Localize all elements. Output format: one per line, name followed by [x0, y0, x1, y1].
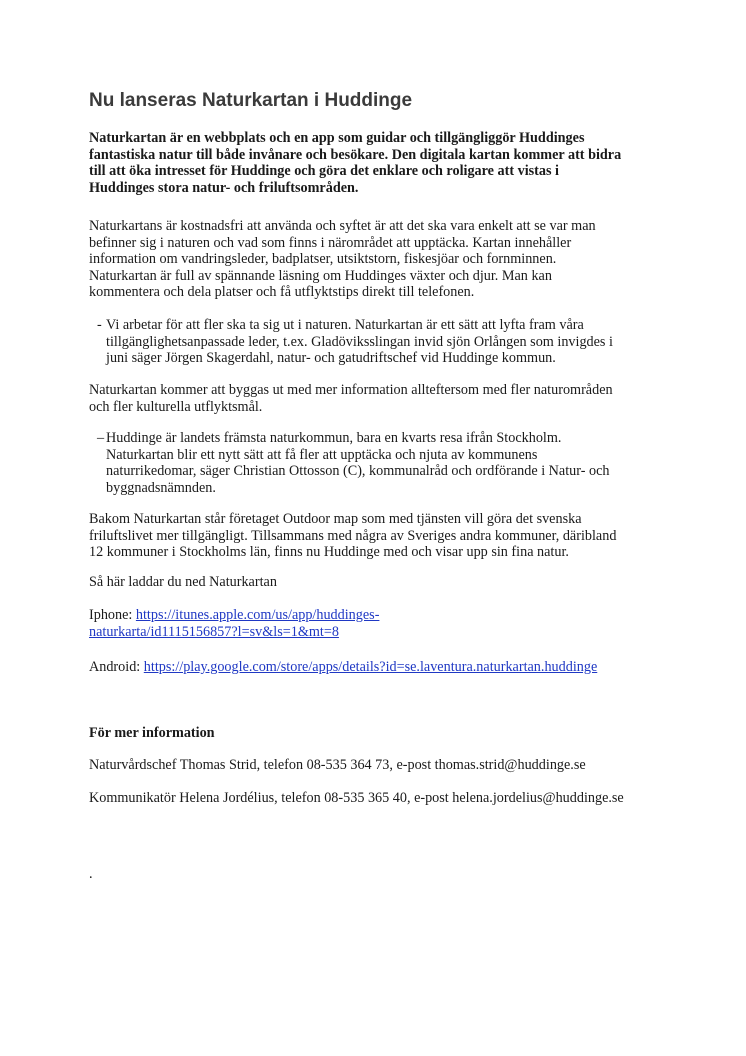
more-info-heading: För mer information	[89, 725, 215, 741]
android-label: Android:	[89, 659, 144, 675]
quote-dash: –	[97, 430, 105, 446]
iphone-line	[89, 607, 664, 624]
body-line: befinner sig i naturen och vad som finns i närområdet att upptäcka. Kartan innehåller	[89, 234, 572, 251]
quote-text	[106, 317, 666, 367]
quote-line: Naturkartan blir ett nytt sätt att få fler att upptäcka och njuta av kommunens	[106, 446, 538, 463]
quote-line: Vi arbetar för att fler ska ta sig ut i naturen. Naturkartan är ett sätt att lyfta fram våra	[106, 317, 584, 333]
contact-helena: Kommunikatör Helena Jordélius, telefon 08-535 365 40, e-post helena.jordelius@huddinge.se	[89, 790, 624, 806]
android-download	[89, 659, 664, 676]
android-link[interactable]: https://play.google.com/store/apps/details?id=se.laventura.naturkartan.huddinge	[143, 659, 598, 675]
iphone-link-continued[interactable]: naturkarta/id1115156857?l=sv&ls=1&mt=8	[89, 623, 339, 640]
quote-line: juni säger Jörgen Skagerdahl, natur- och gatudriftschef vid Huddinge kommun.	[106, 350, 556, 366]
lead-line: Huddinges stora natur- och friluftsområden.	[89, 179, 359, 196]
body-line: Naturkartan kommer att byggas ut med mer information allteftersom med fler naturområden	[89, 382, 613, 398]
quote-1	[97, 317, 667, 369]
quote-line: byggnadsnämnden.	[106, 479, 216, 496]
body-line: 12 kommuner i Stockholms län, finns nu Huddinge med och visar upp sin fina natur.	[89, 544, 569, 560]
lead-line: Naturkartan är en webbplats och en app som guidar och tillgängliggör Huddinges	[89, 130, 585, 146]
quote-line: naturrikedomar, säger Christian Ottosson (C), kommunalråd och ordförande i Natur- och	[106, 463, 610, 479]
trailing-dot: .	[89, 866, 93, 882]
iphone-label: Iphone:	[89, 607, 136, 623]
body-line: Naturkartans är kostnadsfri att använda och syftet är att det ska vara enkelt att se var man	[89, 218, 596, 234]
body-line: information om vandringsleder, badplatser, utsiktstorn, fiskesjöar och fornminnen.	[89, 251, 557, 267]
body-paragraph-2	[89, 382, 664, 415]
body-paragraph-3	[89, 511, 664, 561]
android-line	[89, 659, 664, 676]
iphone-link[interactable]: https://itunes.apple.com/us/app/huddinges-	[135, 607, 380, 623]
body-line: friluftslivet mer tillgängligt. Tillsammans med några av Sveriges andra kommuner, däribland	[89, 527, 617, 544]
lead-line: fantastiska natur till både invånare och besökare. Den digitala kartan kommer att bidra	[89, 146, 622, 163]
body-line: Bakom Naturkartan står företaget Outdoor map som med tjänsten vill göra det svenska	[89, 511, 582, 527]
quote-dash: -	[97, 317, 102, 333]
body-line: och fler kulturella utflyktsmål.	[89, 398, 263, 415]
download-heading: Så här laddar du ned Naturkartan	[89, 574, 277, 590]
quote-line: Huddinge är landets främsta naturkommun, bara en kvarts resa ifrån Stockholm.	[106, 430, 562, 446]
lead-line: till att öka intresset för Huddinge och göra det enklare och roligare att vistas i	[89, 163, 560, 179]
body-paragraph-1	[89, 218, 664, 301]
quote-text	[106, 430, 666, 496]
quote-2	[97, 430, 667, 500]
body-line: kommentera och dela platser och få utflyktstips direkt till telefonen.	[89, 284, 475, 300]
lead-paragraph	[89, 130, 664, 196]
iphone-download	[89, 607, 664, 640]
iphone-line	[89, 624, 664, 641]
quote-line: tillgänglighetsanpassade leder, t.ex. Gladöviksslingan invid sjön Orlången som invigdes i	[106, 333, 613, 350]
page-title: Nu lanseras Naturkartan i Huddinge	[89, 90, 413, 111]
contact-thomas: Naturvårdschef Thomas Strid, telefon 08-535 364 73, e-post thomas.strid@huddinge.se	[89, 757, 586, 773]
body-line: Naturkartan är full av spännande läsning om Huddinges växter och djur. Man kan	[89, 267, 552, 284]
